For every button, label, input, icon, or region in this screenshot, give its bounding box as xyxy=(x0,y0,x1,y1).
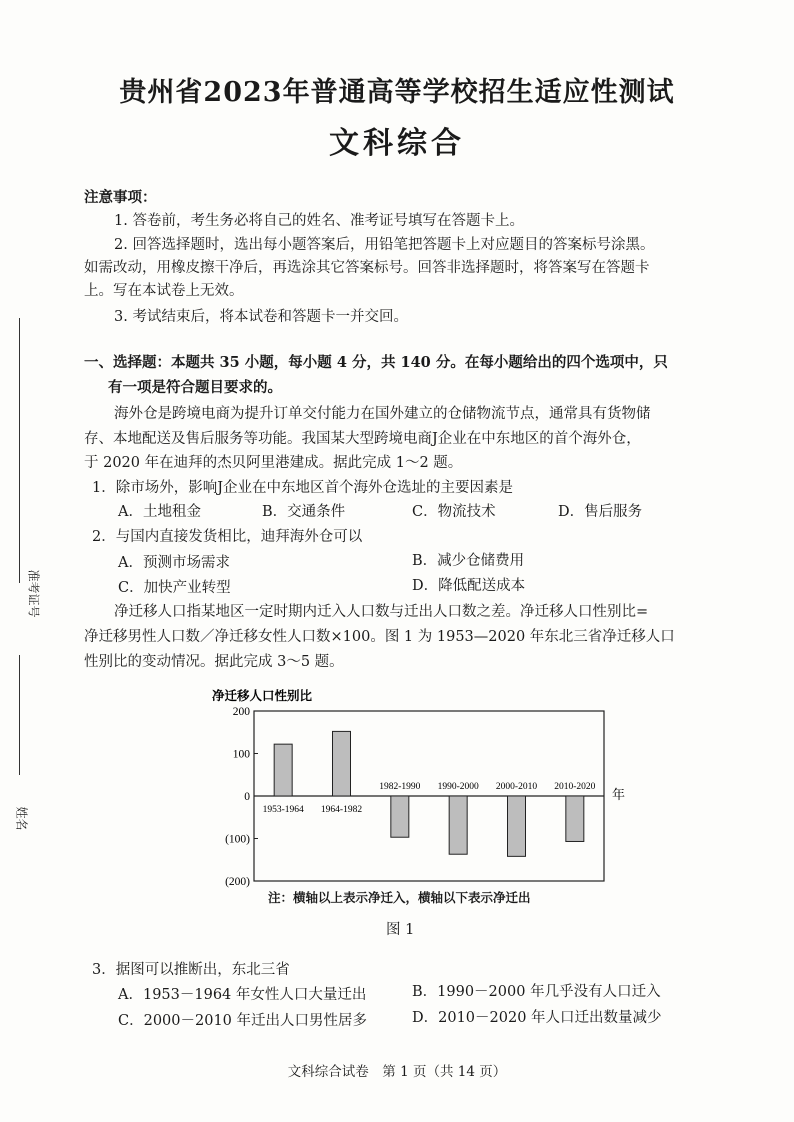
x-axis-label: 年 xyxy=(612,788,626,803)
passage-line: 海外仓是跨境电商为提升订单交付能力在国外建立的仓储物流节点，通常具有货物储 xyxy=(114,406,651,422)
category-label: 1964-1982 xyxy=(320,805,363,815)
bar xyxy=(449,796,467,854)
binding-line xyxy=(19,655,20,775)
page-footer: 文科综合试卷 第 1 页（共 14 页） xyxy=(287,1064,507,1080)
category-label: 2000-2010 xyxy=(495,782,538,792)
option-a: A．土地租金 xyxy=(118,504,201,520)
option-b: B．1990－2000 年几乎没有人口迁入 xyxy=(412,984,661,1000)
y-tick-label: (200) xyxy=(225,876,250,888)
y-tick-label: 100 xyxy=(232,748,250,761)
option-c: C．物流技术 xyxy=(412,504,496,520)
exam-title: 贵州省2023年普通高等学校招生适应性测试 xyxy=(119,77,675,108)
y-tick-label: 200 xyxy=(232,706,250,718)
category-label: 2010-2020 xyxy=(554,782,596,792)
passage-line: 净迁移人口指某地区一定时期内迁入人口数与迁出人口数之差。净迁移人口性别比= xyxy=(114,604,649,620)
y-axis xyxy=(225,706,604,888)
question-stem: 1．除市场外，影响J企业在中东地区首个海外仓选址的主要因素是 xyxy=(92,480,514,496)
exam-number-label: 准考证号 xyxy=(26,569,41,618)
figure-caption: 图 1 xyxy=(386,922,415,938)
passage-line: 于 2020 年在迪拜的杰贝阿里港建成。据此完成 1～2 题。 xyxy=(84,455,463,471)
notice-item: 上。写在本试卷上无效。 xyxy=(84,283,244,299)
y-tick-label: (100) xyxy=(225,833,250,846)
option-d: D．售后服务 xyxy=(558,504,643,520)
section-heading: 有一项是符合题目要求的。 xyxy=(108,379,282,396)
question-stem: 2．与国内直接发货相比，迪拜海外仓可以 xyxy=(92,529,363,545)
bar xyxy=(333,731,351,796)
passage-line: 存、本地配送及售后服务等功能。我国某大型跨境电商J企业在中东地区的首个海外仓， xyxy=(84,431,641,447)
net-migration-sex-ratio-chart xyxy=(210,688,630,908)
option-c: C．2000－2010 年迁出人口男性居多 xyxy=(118,1013,368,1029)
option-d: D．2010－2020 年人口迁出数量减少 xyxy=(412,1010,662,1026)
bar xyxy=(566,796,584,841)
question-stem: 3．据图可以推断出，东北三省 xyxy=(92,962,290,978)
bar xyxy=(391,796,409,837)
bars xyxy=(263,731,596,856)
chart-title: 净迁移人口性别比 xyxy=(212,689,313,703)
section-heading: 一、选择题：本题共 35 小题，每小题 4 分，共 140 分。在每小题给出的四个选项中，只 xyxy=(84,354,668,371)
chart-note: 注：横轴以上表示净迁入，横轴以下表示净迁出 xyxy=(268,891,531,905)
category-label: 1982-1990 xyxy=(379,782,421,792)
y-tick-label: 0 xyxy=(244,791,250,803)
option-b: B．减少仓储费用 xyxy=(412,553,525,569)
passage-line: 净迁移男性人口数／净迁移女性人口数×100。图 1 为 1953—2020 年东北三省净迁移人口 xyxy=(84,629,675,645)
option-b: B．交通条件 xyxy=(262,504,346,520)
notice-item: 2. 回答选择题时，选出每小题答案后，用铅笔把答题卡上对应题目的答案标号涂黑。 xyxy=(114,237,655,253)
option-a: A．1953－1964 年女性人口大量迁出 xyxy=(118,987,367,1003)
bar xyxy=(274,744,292,796)
category-label: 1990-2000 xyxy=(437,782,479,792)
option-d: D．降低配送成本 xyxy=(412,578,526,594)
category-label: 1953-1964 xyxy=(262,805,304,815)
notice-heading: 注意事项： xyxy=(84,189,157,206)
binding-line xyxy=(19,318,20,583)
passage-line: 性别比的变动情况。据此完成 3～5 题。 xyxy=(84,654,344,670)
subject-title: 文科综合 xyxy=(329,126,465,161)
name-label: 姓名 xyxy=(14,806,29,831)
notice-item: 如需改动，用橡皮擦干净后，再选涂其它答案标号。回答非选择题时，将答案写在答题卡 xyxy=(84,260,650,276)
option-c: C．加快产业转型 xyxy=(118,580,231,596)
option-a: A．预测市场需求 xyxy=(118,555,230,571)
notice-item: 1. 答卷前，考生务必将自己的姓名、准考证号填写在答题卡上。 xyxy=(114,213,524,229)
notice-item: 3. 考试结束后，将本试卷和答题卡一并交回。 xyxy=(114,309,408,325)
bar xyxy=(508,796,526,856)
